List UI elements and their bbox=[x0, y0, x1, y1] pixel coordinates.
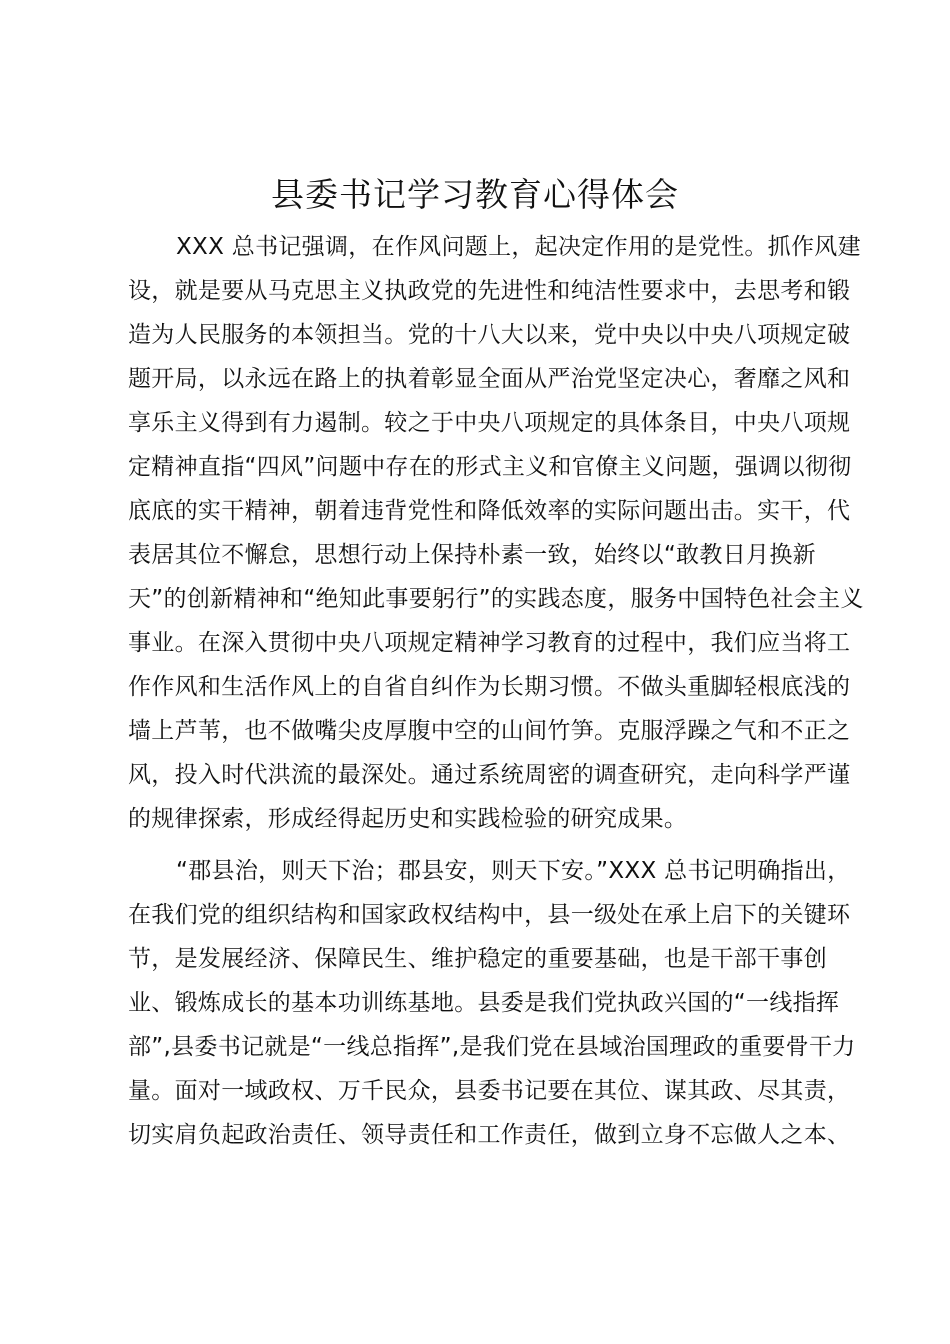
text-line: 设，就是要从马克思主义执政党的先进性和纯洁性要求中，去思考和锻 bbox=[128, 278, 851, 304]
text-line: XXX 总书记强调，在作风问题上，起决定作用的是党性。抓作风建 bbox=[176, 234, 861, 260]
text-line: 的规律探索，形成经得起历史和实践检验的研究成果。 bbox=[128, 806, 688, 832]
text-line: 造为人民服务的本领担当。党的十八大以来，党中央以中央八项规定破 bbox=[128, 322, 851, 348]
text-line: 墙上芦苇，也不做嘴尖皮厚腹中空的山间竹笋。克服浮躁之气和不正之 bbox=[128, 718, 851, 744]
text-line: 量。面对一域政权、万千民众，县委书记要在其位、谋其政、尽其责， bbox=[128, 1078, 851, 1104]
text-line: 在我们党的组织结构和国家政权结构中，县一级处在承上启下的关键环 bbox=[128, 902, 851, 928]
text-line: 节，是发展经济、保障民生、维护稳定的重要基础，也是干部干事创 bbox=[128, 946, 827, 972]
text-line: 事业。在深入贯彻中央八项规定精神学习教育的过程中，我们应当将工 bbox=[128, 630, 851, 656]
document-title: 县委书记学习教育心得体会 bbox=[271, 175, 679, 214]
text-line: 享乐主义得到有力遏制。较之于中央八项规定的具体条目，中央八项规 bbox=[128, 410, 851, 436]
text-line: 表居其位不懈怠，思想行动上保持朴素一致，始终以“敢教日月换新 bbox=[128, 542, 816, 568]
text-line: 天”的创新精神和“绝知此事要躬行”的实践态度，服务中国特色社会主义 bbox=[128, 586, 864, 612]
text-line: 业、锻炼成长的基本功训练基地。县委是我们党执政兴国的“一线指挥 bbox=[128, 990, 840, 1016]
text-line: 定精神直指“四风”问题中存在的形式主义和官僚主义问题，强调以彻彻 bbox=[128, 454, 852, 480]
text-line: 部”,县委书记就是“一线总指挥”,是我们党在县域治国理政的重要骨干力 bbox=[128, 1034, 856, 1060]
text-line: 风，投入时代洪流的最深处。通过系统周密的调查研究，走向科学严谨 bbox=[128, 762, 851, 788]
text-line: “郡县治，则天下治；郡县安，则天下安。”XXX 总书记明确指出， bbox=[176, 858, 851, 884]
text-line: 切实肩负起政治责任、领导责任和工作责任，做到立身不忘做人之本、 bbox=[128, 1122, 851, 1148]
text-line: 底底的实干精神，朝着违背党性和降低效率的实际问题出击。实干，代 bbox=[128, 498, 851, 524]
text-line: 作作风和生活作风上的自省自纠作为长期习惯。不做头重脚轻根底浅的 bbox=[128, 674, 851, 700]
text-line: 题开局，以永远在路上的执着彰显全面从严治党坚定决心，奢靡之风和 bbox=[128, 366, 851, 392]
